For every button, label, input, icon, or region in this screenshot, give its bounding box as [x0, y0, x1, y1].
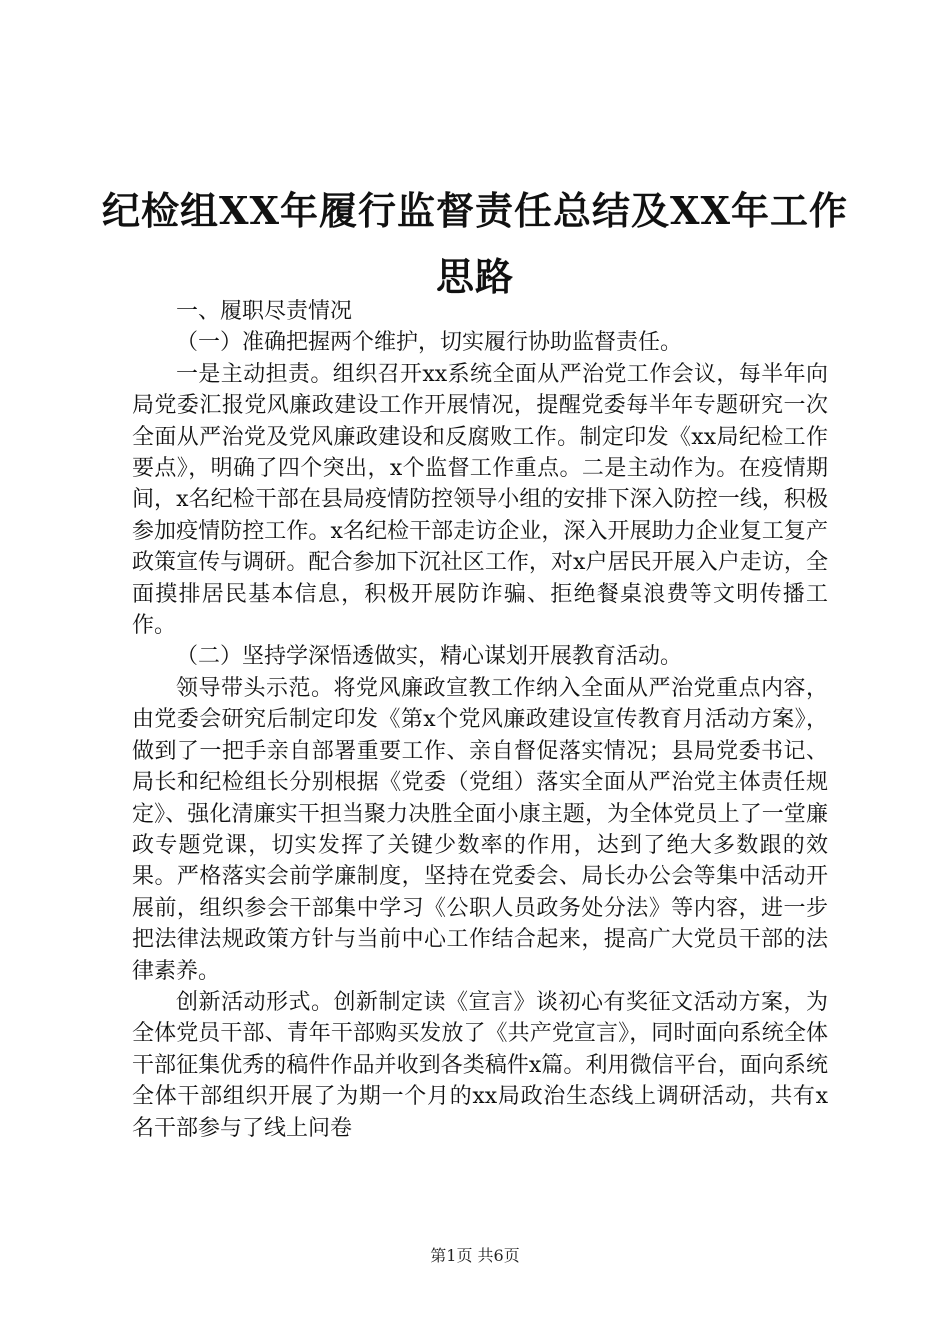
body-paragraph: 创新活动形式。创新制定读《宣言》谈初心有奖征文活动方案，为全体党员干部、青年干部购买发放了《共产党宣言》，同时面向系统全体干部征集优秀的稿件作品并收到各类稿件x篇。利用微信平台，面向系统全体干部组织开展了为期一个月的xx局政治生态线上调研活动，共有x名干部参与了线上问卷	[132, 989, 828, 1141]
page-number-footer: 第1页 共6页	[430, 1246, 520, 1265]
subsection-heading: （二）坚持学深悟透做实，精心谋划开展教育活动。	[176, 644, 683, 670]
body-paragraph: 领导带头示范。将党风廉政宣教工作纳入全面从严治党重点内容，由党委会研究后制定印发《第x个党风廉政建设宣传教育月活动方案》，做到了一把手亲自部署重要工作、亲自督促落实情况；县局党委书记、局长和纪检组长分别根据《党委（党组）落实全面从严治党主体责任规定》、强化清廉实干担当聚力决胜全面小康主题，为全体党员上了一堂廉政专题党课，切实发挥了关键少数率的作用，达到了绝大多数跟的效果。严格落实会前学廉制度，坚持在党委会、局长办公会等集中活动开展前，组织参会干部集中学习《公职人员政务处分法》等内容，进一步把法律法规政策方针与当前中心工作结合起来，提高广大党员干部的法律素养。	[132, 675, 828, 984]
body-paragraph: 一是主动担责。组织召开xx系统全面从严治党工作会议，每半年向局党委汇报党风廉政建设工作开展情况，提醒党委每半年专题研究一次全面从严治党及党风廉政建设和反腐败工作。制定印发《xx局纪检工作要点》，明确了四个突出，x个监督工作重点。二是主动作为。在疫情期间，x名纪检干部在县局疫情防控领导小组的安排下深入防控一线，积极参加疫情防控工作。x名纪检干部走访企业，深入开展助力企业复工复产政策宣传与调研。配合参加下沉社区工作，对x户居民开展入户走访，全面摸排居民基本信息，积极开展防诈骗、拒绝餐桌浪费等文明传播工作。	[132, 361, 828, 639]
document-title: 纪检组XX年履行监督责任总结及XX年工作思路	[102, 188, 848, 299]
subsection-heading: （一）准确把握两个维护，切实履行协助监督责任。	[176, 330, 683, 356]
section-heading: 一、履职尽责情况	[176, 299, 353, 324]
document-body	[132, 296, 828, 1144]
